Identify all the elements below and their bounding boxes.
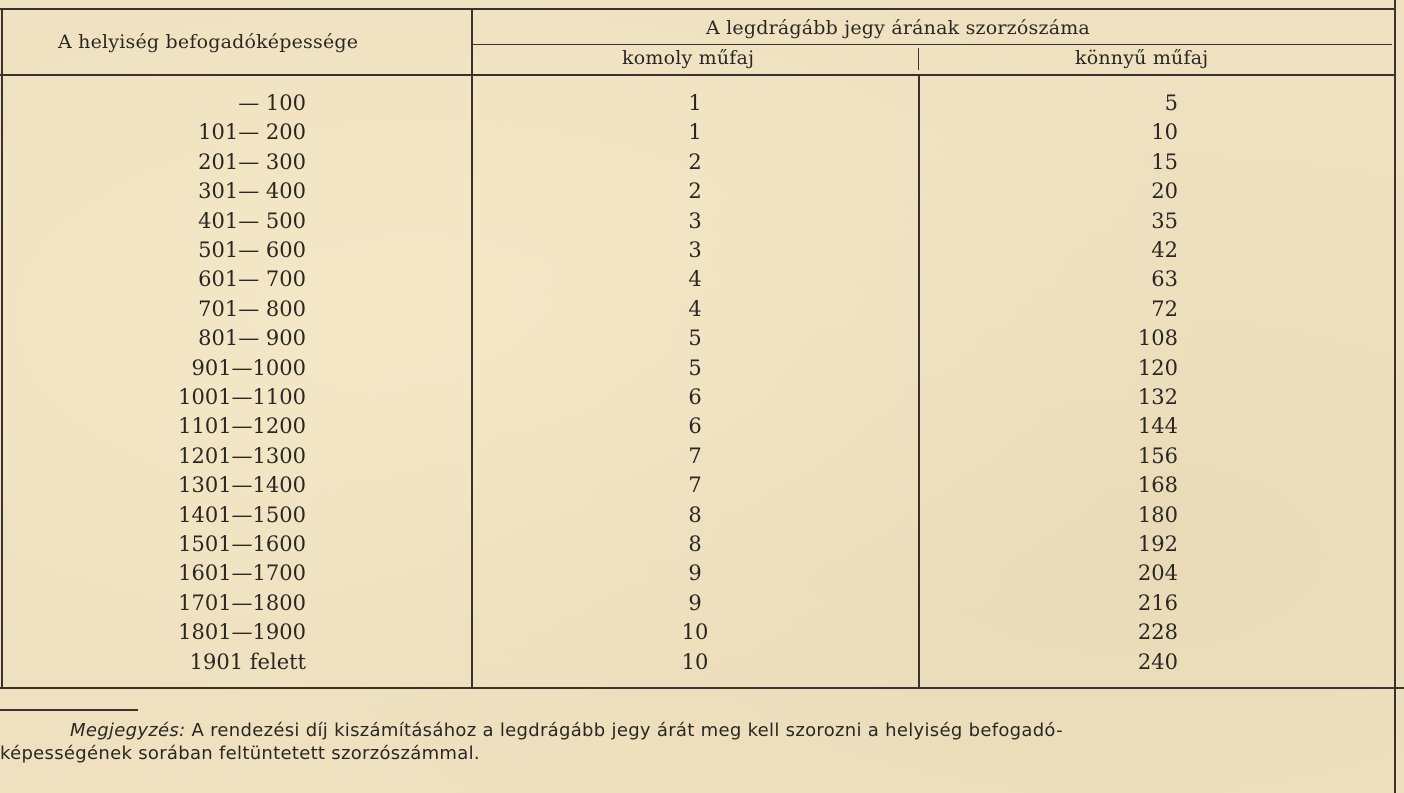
footnote-rule bbox=[0, 709, 138, 711]
capacity-cell: 1301—1400 bbox=[178, 473, 306, 497]
capacity-cell: 801— 900 bbox=[198, 326, 306, 350]
capacity-cell: 901—1000 bbox=[191, 356, 306, 380]
light-multiplier-cell: 168 bbox=[1137, 473, 1178, 497]
capacity-cell: 601— 700 bbox=[198, 267, 306, 291]
light-multiplier-cell: 120 bbox=[1137, 356, 1178, 380]
capacity-cell: 1401—1500 bbox=[178, 503, 306, 527]
serious-multiplier-cell: 1 bbox=[688, 91, 702, 115]
capacity-cell: 1501—1600 bbox=[178, 532, 306, 556]
serious-multiplier-cell: 5 bbox=[688, 326, 702, 350]
capacity-cell: 1001—1100 bbox=[178, 385, 306, 409]
serious-multiplier-cell: 5 bbox=[688, 356, 702, 380]
light-multiplier-cell: 72 bbox=[1151, 297, 1178, 321]
light-multiplier-cell: 15 bbox=[1151, 150, 1178, 174]
capacity-cell: 1101—1200 bbox=[178, 414, 306, 438]
light-multiplier-cell: 35 bbox=[1151, 209, 1178, 233]
serious-multiplier-cell: 4 bbox=[688, 267, 702, 291]
header-serious: komoly műfaj bbox=[622, 47, 755, 69]
footnote-text-1: A rendezési díj kiszámításához a legdrágább jegy árát meg kell szorozni a helyiség befogadó- bbox=[191, 720, 1063, 741]
header-light: könnyű műfaj bbox=[1075, 47, 1209, 69]
capacity-cell: 101— 200 bbox=[198, 120, 306, 144]
serious-multiplier-cell: 6 bbox=[688, 385, 702, 409]
serious-multiplier-cell: 10 bbox=[681, 620, 709, 644]
light-multiplier-cell: 5 bbox=[1164, 91, 1178, 115]
serious-multiplier-cell: 3 bbox=[688, 209, 702, 233]
capacity-cell: 201— 300 bbox=[198, 150, 306, 174]
light-multiplier-cell: 63 bbox=[1151, 267, 1178, 291]
header-bottom-border bbox=[0, 74, 1396, 76]
serious-multiplier-cell: 7 bbox=[688, 444, 702, 468]
serious-multiplier-cell: 2 bbox=[688, 179, 702, 203]
light-multiplier-cell: 156 bbox=[1137, 444, 1178, 468]
light-multiplier-cell: 20 bbox=[1151, 179, 1178, 203]
light-multiplier-cell: 192 bbox=[1137, 532, 1178, 556]
table-left-border bbox=[1, 8, 3, 688]
header-subdivider bbox=[472, 44, 1392, 45]
capacity-cell: 401— 500 bbox=[198, 209, 306, 233]
capacity-cell: 1801—1900 bbox=[178, 620, 306, 644]
serious-multiplier-cell: 3 bbox=[688, 238, 702, 262]
serious-multiplier-cell: 9 bbox=[688, 591, 702, 615]
table-bottom-border bbox=[0, 687, 1404, 689]
capacity-cell: 501— 600 bbox=[198, 238, 306, 262]
table-right-border bbox=[1394, 0, 1396, 793]
serious-multiplier-cell: 10 bbox=[681, 650, 709, 674]
table-top-border bbox=[0, 8, 1396, 10]
serious-multiplier-cell: 4 bbox=[688, 297, 702, 321]
serious-multiplier-cell: 1 bbox=[688, 120, 702, 144]
light-multiplier-cell: 132 bbox=[1137, 385, 1178, 409]
capacity-cell: — 100 bbox=[238, 91, 306, 115]
column-divider-2 bbox=[918, 74, 920, 687]
footnote-label: Megjegyzés: bbox=[70, 720, 186, 741]
capacity-cell: 1201—1300 bbox=[178, 444, 306, 468]
light-multiplier-cell: 42 bbox=[1151, 238, 1178, 262]
light-multiplier-cell: 204 bbox=[1137, 561, 1178, 585]
capacity-cell: 701— 800 bbox=[198, 297, 306, 321]
capacity-cell: 301— 400 bbox=[198, 179, 306, 203]
serious-multiplier-cell: 9 bbox=[688, 561, 702, 585]
footnote-line-1 bbox=[70, 722, 1063, 740]
light-multiplier-cell: 228 bbox=[1137, 620, 1178, 644]
serious-multiplier-cell: 7 bbox=[688, 473, 702, 497]
serious-multiplier-cell: 8 bbox=[688, 532, 702, 556]
light-multiplier-cell: 144 bbox=[1137, 414, 1178, 438]
footnote-line-2: képességének sorában feltüntetett szorzószámmal. bbox=[0, 743, 480, 764]
light-multiplier-cell: 10 bbox=[1151, 120, 1178, 144]
header-multiplier: A legdrágább jegy árának szorzószáma bbox=[706, 17, 1090, 39]
light-multiplier-cell: 216 bbox=[1137, 591, 1178, 615]
capacity-cell: 1901 felett bbox=[189, 650, 306, 674]
light-multiplier-cell: 240 bbox=[1137, 650, 1178, 674]
serious-multiplier-cell: 6 bbox=[688, 414, 702, 438]
header-capacity: A helyiség befogadóképessége bbox=[58, 31, 359, 53]
column-divider-1 bbox=[471, 8, 473, 688]
column-divider-2-header bbox=[918, 48, 919, 70]
light-multiplier-cell: 108 bbox=[1137, 326, 1178, 350]
capacity-cell: 1701—1800 bbox=[178, 591, 306, 615]
light-multiplier-cell: 180 bbox=[1137, 503, 1178, 527]
capacity-cell: 1601—1700 bbox=[178, 561, 306, 585]
serious-multiplier-cell: 2 bbox=[688, 150, 702, 174]
serious-multiplier-cell: 8 bbox=[688, 503, 702, 527]
